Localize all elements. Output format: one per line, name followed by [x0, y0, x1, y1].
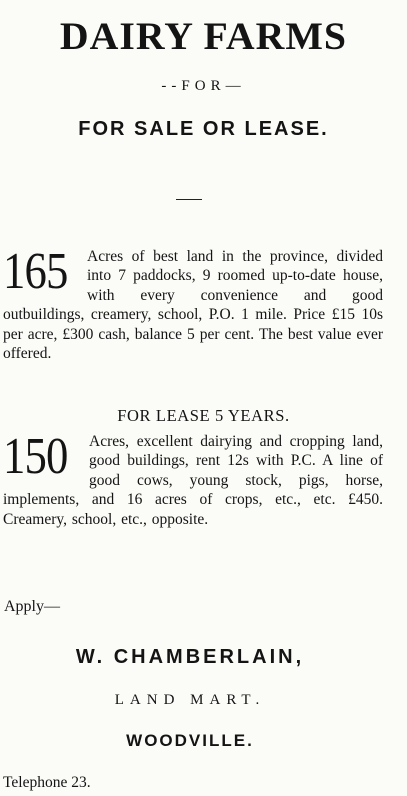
section-divider	[176, 199, 202, 200]
sale-or-lease-heading: FOR SALE OR LEASE.	[78, 118, 329, 140]
for-line: --FOR—	[161, 78, 246, 94]
telephone-number: Telephone 23.	[3, 774, 91, 791]
agent-firm: LAND MART.	[114, 692, 266, 708]
apply-label: Apply—	[4, 598, 60, 615]
listing-number: 165	[3, 243, 68, 300]
lease-subheading: FOR LEASE 5 YEARS.	[117, 406, 290, 425]
listing-description: Acres of best land in the province, divided into 7 paddocks, 9 roomed up-to-date house, with every convenience and good outbuildings, creamery, school, P.O. 1 mile. Price £15 10s per acre, £300 cash, balance 5 per cent. The best value ever offered.	[3, 248, 383, 363]
headline: DAIRY FARMS	[59, 15, 348, 58]
agent-name: W. CHAMBERLAIN,	[75, 646, 305, 668]
agent-town: WOODVILLE.	[126, 731, 254, 750]
listing-165-acres	[3, 243, 383, 363]
listing-number: 150	[3, 428, 68, 485]
listing-150-acres	[3, 428, 383, 529]
listing-description: Acres, excellent dairying and cropping land, good buildings, rent 12s with P.C. A line of good cows, young stock, pigs, horse, implements, and 16 acres of crops, etc., etc. £450. Creamery, school, etc., opposite.	[3, 433, 383, 528]
